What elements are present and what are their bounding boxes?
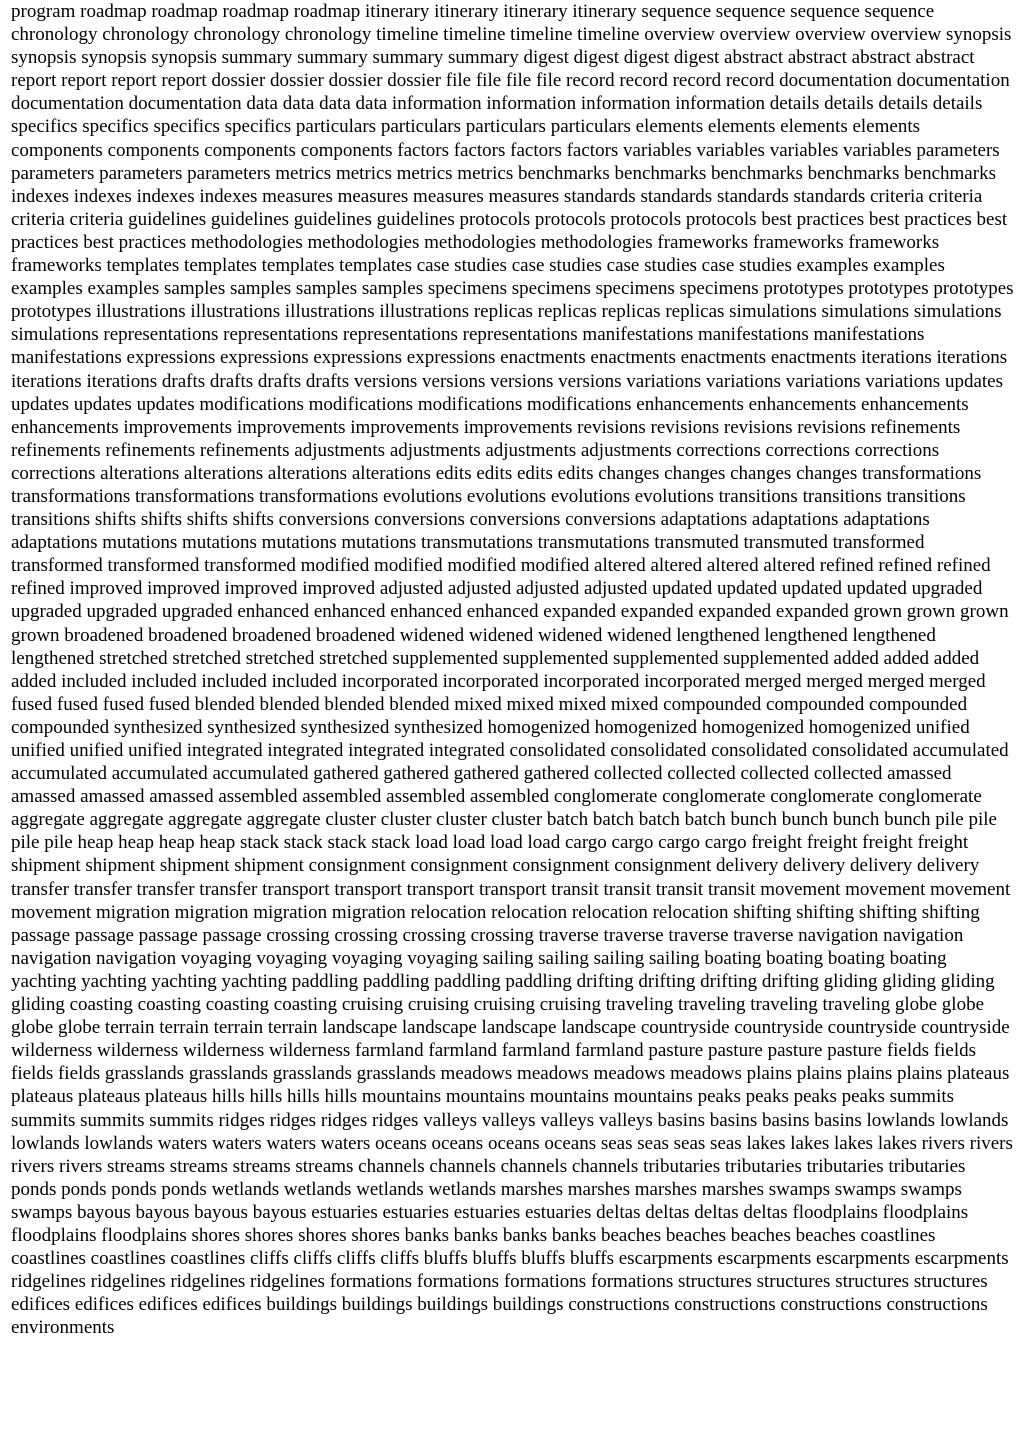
body-text: program roadmap roadmap roadmap roadmap itinerary itinerary itinerary itinerary sequence sequence sequence sequence chronology chronology chronology chronology timeline timeline timeline timeline overview overview overview overview synopsis synopsis synopsis synopsis summary summary summary summary digest digest digest digest abstract abstract abstract abstract report report report report dossier dossier dossier dossier file file file file record record record record documentation documentation documentation documentation data data data data information information information information details details details details specifics specifics specifics specifics particulars particulars particulars particulars elements elements elements elements components components components components factors factors factors factors variables variables variables variables parameters parameters parameters parameters metrics metrics metrics metrics benchmarks benchmarks benchmarks benchmarks benchmarks indexes indexes indexes indexes measures measures measures measures standards standards standards standards criteria criteria criteria criteria guidelines guidelines guidelines guidelines protocols protocols protocols protocols best practices best practices best practices best practices methodologies methodologies methodologies methodologies frameworks frameworks frameworks frameworks templates templates templates templates case studies case studies case studies case studies examples examples examples examples samples samples samples samples specimens specimens specimens specimens prototypes prototypes prototypes prototypes illustrations illustrations illustrations illustrations replicas replicas replicas replicas simulations simulations simulations simulations representations representations representations representations manifestations manifestations manifestations manifestations expressions expressions expressions expressions enactments enactments enactments enactments iterations iterations iterations iterations drafts drafts drafts drafts versions versions versions versions variations variations variations variations updates updates updates updates modifications modifications modifications modifications enhancements enhancements enhancements enhancements improvements improvements improvements improvements revisions revisions revisions revisions refinements refinements refinements refinements adjustments adjustments adjustments adjustments corrections corrections corrections corrections alterations alterations alterations alterations edits edits edits edits changes changes changes changes transformations transformations transformations transformations evolutions evolutions evolutions evolutions transitions transitions transitions transitions shifts shifts shifts shifts conversions conversions conversions conversions adaptations adaptations adaptations adaptations mutations mutations mutations mutations transmutations transmutations transmuted transmuted transformed transformed transformed transformed modified modified modified modified altered altered altered altered refined refined refined refined improved improved improved improved adjusted adjusted adjusted adjusted updated updated updated updated upgraded upgraded upgraded upgraded enhanced enhanced enhanced enhanced expanded expanded expanded expanded grown grown grown grown broadened broadened broadened broadened widened widened widened widened lengthened lengthened lengthened lengthened stretched stretched stretched stretched supplemented supplemented supplemented supplemented added added added added included included included included incorporated incorporated incorporated incorporated merged merged merged merged fused fused fused fused blended blended blended blended mixed mixed mixed mixed compounded compounded compounded compounded synthesized synthesized synthesized synthesized homogenized homogenized homogenized homogenized unified unified unified unified integrated integrated integrated integrated consolidated consolidated consolidated consolidated accumulated accumulated accumulated accumulated gathered gathered gathered gathered collected collected collected collected amassed amassed amassed amassed assembled assembled assembled assembled conglomerate conglomerate conglomerate conglomerate aggregate aggregate aggregate aggregate cluster cluster cluster cluster batch batch batch batch bunch bunch bunch bunch pile pile pile pile heap heap heap heap stack stack stack stack load load load load cargo cargo cargo cargo freight freight freight freight shipment shipment shipment shipment consignment consignment consignment consignment delivery delivery delivery delivery transfer transfer transfer transfer transport transport transport transport transit transit transit transit movement movement movement movement migration migration migration migration relocation relocation relocation relocation shifting shifting shifting shifting passage passage passage passage crossing crossing crossing crossing traverse traverse traverse traverse navigation navigation navigation navigation voyaging voyaging voyaging voyaging sailing sailing sailing sailing boating boating boating boating yachting yachting yachting yachting paddling paddling paddling paddling drifting drifting drifting drifting gliding gliding gliding gliding coasting coasting coasting coasting cruising cruising cruising cruising traveling traveling traveling traveling globe globe globe globe terrain terrain terrain terrain landscape landscape landscape landscape countryside countryside countryside countryside wilderness wilderness wilderness wilderness farmland farmland farmland farmland pasture pasture pasture pasture fields fields fields fields grasslands grasslands grasslands grasslands meadows meadows meadows meadows plains plains plains plains plateaus plateaus plateaus plateaus hills hills hills hills mountains mountains mountains mountains peaks peaks peaks peaks summits summits summits summits ridges ridges ridges ridges valleys valleys valleys valleys basins basins basins basins lowlands lowlands lowlands lowlands waters waters waters waters oceans oceans oceans oceans seas seas seas seas lakes lakes lakes lakes rivers rivers rivers rivers streams streams streams streams channels channels channels channels tributaries tributaries tributaries tributaries ponds ponds ponds ponds wetlands wetlands wetlands wetlands marshes marshes marshes marshes swamps swamps swamps swamps bayous bayous bayous bayous estuaries estuaries estuaries estuaries deltas deltas deltas deltas floodplains floodplains floodplains floodplains shores shores shores shores banks banks banks banks beaches beaches beaches beaches coastlines coastlines coastlines coastlines cliffs cliffs cliffs cliffs bluffs bluffs bluffs bluffs escarpments escarpments escarpments escarpments ridgelines ridgelines ridgelines ridgelines formations formations formations formations structures structures structures structures edifices edifices edifices edifices buildings buildings buildings buildings constructions constructions constructions constructions environments — [11, 1, 1014, 1339]
